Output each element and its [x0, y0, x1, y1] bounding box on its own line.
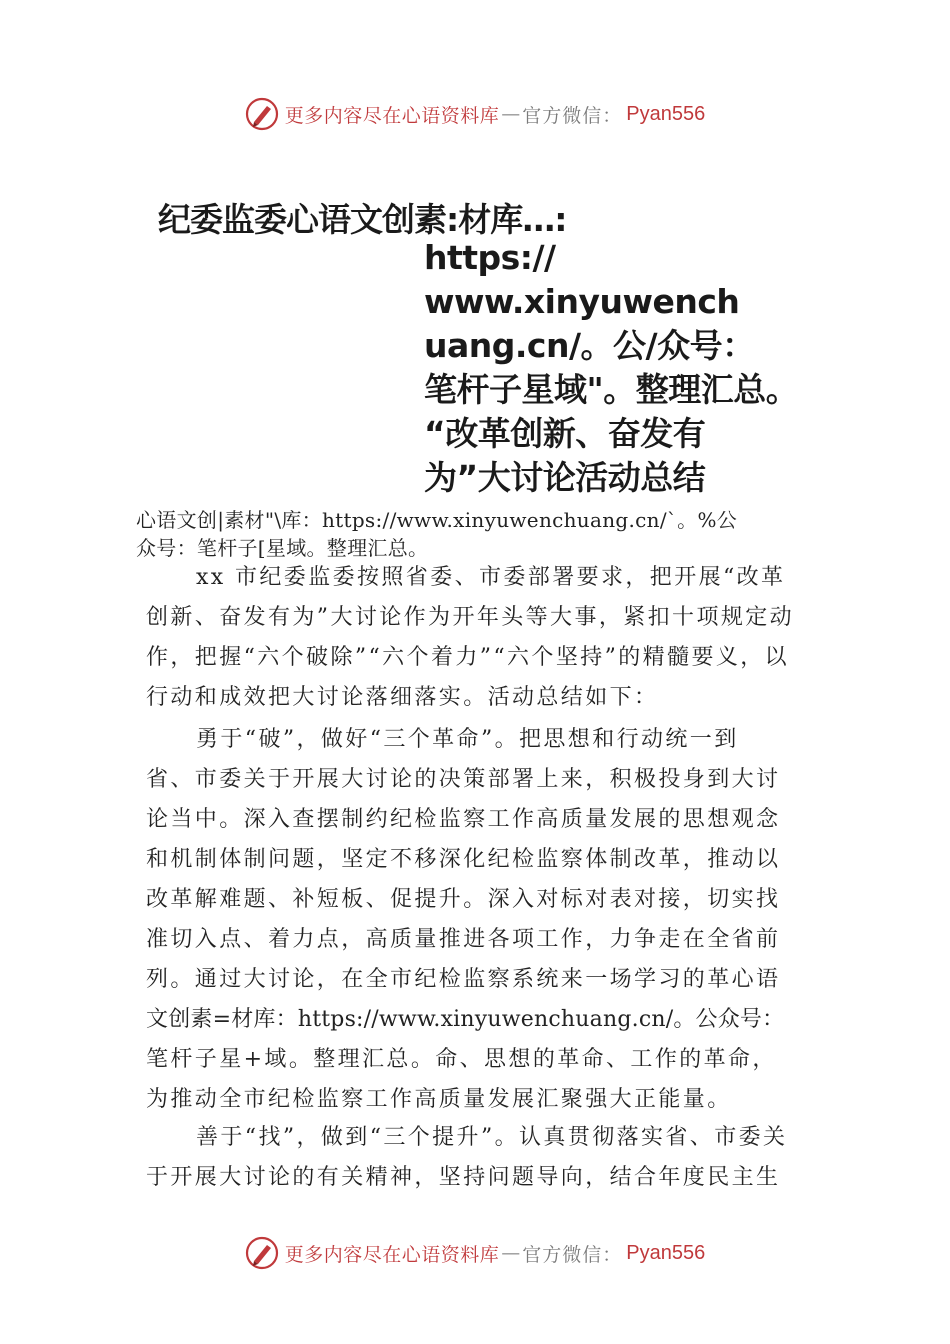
header-banner: [0, 94, 950, 134]
paragraph-line: 省、市委关于开展大讨论的决策部署上来，积极投身到大讨: [146, 767, 781, 792]
paragraph-line: 创新、奋发有为”大讨论作为开年头等大事，紧扣十项规定动: [146, 605, 795, 630]
doc-title-line: www.xinyuwench: [424, 282, 740, 321]
paragraph-line: 文创素=材库：https://www.xinyuwenchuang.cn/。公众号：: [146, 1007, 785, 1032]
paragraph-line: xx 市纪委监委按照省委、市委部署要求，把开展“改革: [196, 565, 786, 590]
doc-title-line: 为”大讨论活动总结: [424, 458, 706, 497]
doc-title-line-1: 纪委监委心语文创素:材库…:: [158, 200, 567, 239]
banner-wechat-id: Pyan556: [626, 1241, 706, 1264]
doc-title-line: “改革创新、奋发有: [424, 414, 706, 453]
banner-separator: —: [501, 103, 521, 125]
paragraph-3: [146, 1118, 816, 1198]
paragraph-line: 于开展大讨论的有关精神，坚持问题导向，结合年度民主生: [146, 1165, 781, 1190]
source-note: [136, 506, 856, 562]
doc-title-line: uang.cn/。公/众号：: [424, 326, 755, 365]
paragraph-line: 列。通过大讨论，在全市纪检监察系统来一场学习的革心语: [146, 967, 781, 992]
banner-wechat-label: 官方微信：: [522, 104, 623, 127]
paragraph-line: 行动和成效把大讨论落细落实。活动总结如下：: [146, 685, 659, 710]
banner-brand-text: 更多内容尽在心语资料库: [284, 104, 500, 127]
paragraph-line: 笔杆子星+域。整理汇总。命、思想的革命、工作的革命，: [146, 1047, 777, 1072]
paragraph-line: 准切入点、着力点，高质量推进各项工作，力争走在全省前: [146, 927, 781, 952]
paragraph-line: 作，把握“六个破除”“六个着力”“六个坚持”的精髓要义，以: [146, 645, 790, 670]
doc-title-line: 笔杆子星域"。整理汇总。: [424, 370, 799, 409]
doc-title-line: https://: [424, 238, 556, 277]
banner-wechat-label: 官方微信：: [522, 1243, 623, 1266]
banner-separator: —: [501, 1242, 521, 1264]
paragraph-line: 论当中。深入查摆制约纪检监察工作高质量发展的思想观念: [146, 807, 781, 832]
paragraph-line: 和机制体制问题，坚定不移深化纪检监察体制改革，推动以: [146, 847, 781, 872]
paragraph-line: 勇于“破”，做好“三个革命”。把思想和行动统一到: [196, 727, 739, 752]
doc-title-block: [424, 236, 844, 500]
source-note-line: 众号：笔杆子[星域。整理汇总。: [136, 536, 429, 560]
paragraph-line: 善于“找”，做到“三个提升”。认真贯彻落实省、市委关: [196, 1125, 788, 1150]
paragraph-line: 为推动全市纪检监察工作高质量发展汇聚强大正能量。: [146, 1087, 732, 1112]
paragraph-line: 改革解难题、补短板、促提升。深入对标对表对接，切实找: [146, 887, 781, 912]
source-note-line: 心语文创|素材"\库：https://www.xinyuwenchuang.cn/`。%公: [136, 508, 738, 532]
paragraph-2: [146, 720, 816, 1120]
banner-brand-text: 更多内容尽在心语资料库: [284, 1243, 500, 1266]
paragraph-1: [146, 558, 816, 718]
footer-banner: [0, 1233, 950, 1273]
banner-wechat-id: Pyan556: [626, 102, 706, 125]
pen-logo-icon: [245, 1236, 279, 1270]
pen-logo-icon: [245, 97, 279, 131]
